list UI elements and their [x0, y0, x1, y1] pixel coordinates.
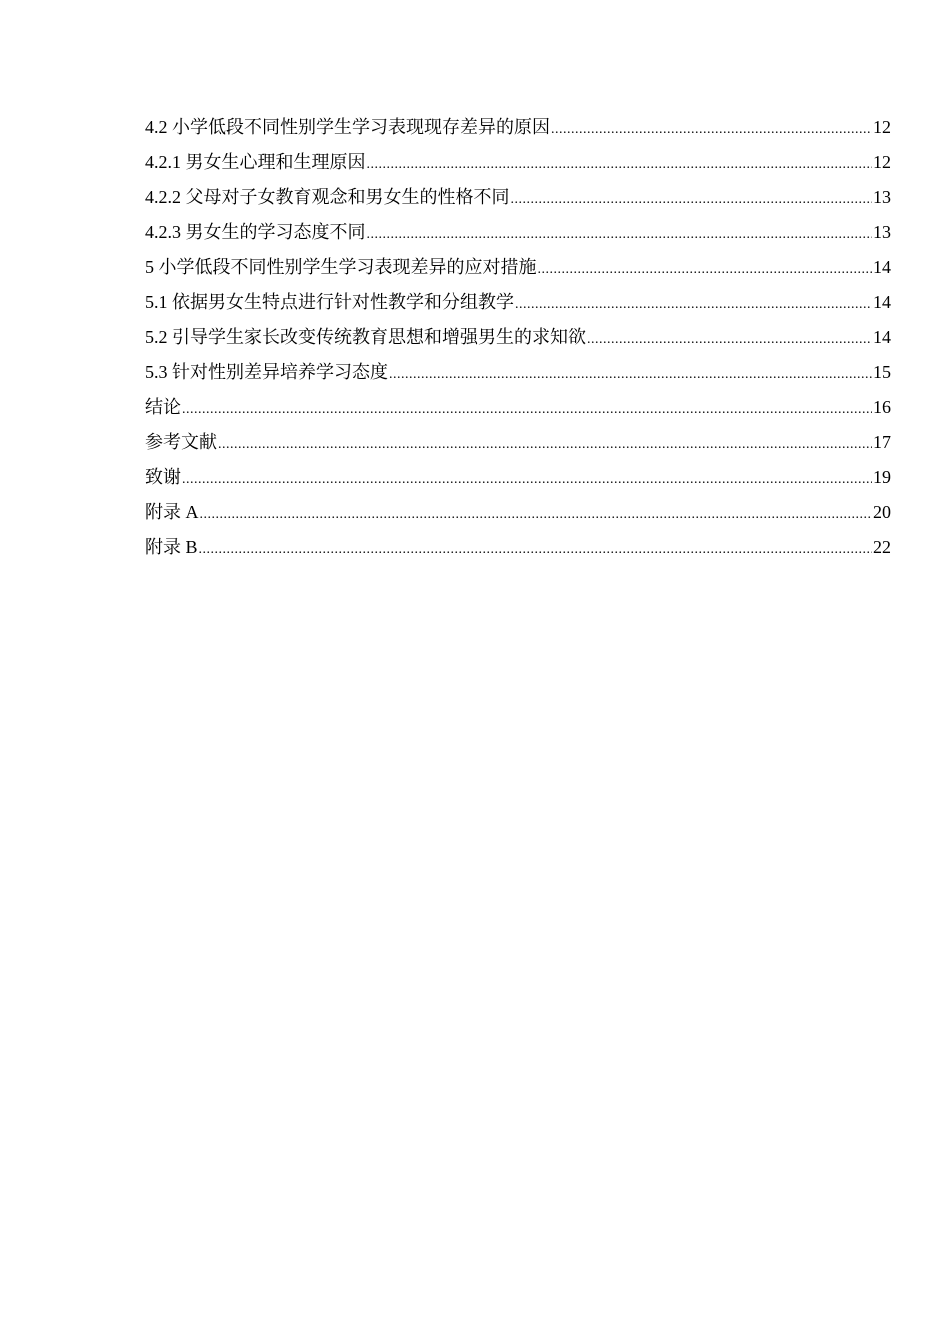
- toc-entry[interactable]: [145, 425, 891, 460]
- toc-entry-page: 14: [873, 327, 891, 347]
- toc-entry-title: 致谢: [145, 467, 181, 487]
- toc-dot-leader: [389, 357, 872, 392]
- toc-entry-page: 14: [873, 292, 891, 312]
- toc-entry-page: 14: [873, 257, 891, 277]
- toc-entry-title: 结论: [145, 397, 181, 417]
- toc-entry[interactable]: [145, 180, 891, 215]
- toc-entry-title: 5.1 依据男女生特点进行针对性教学和分组教学: [145, 292, 514, 312]
- toc-dot-leader: [587, 322, 872, 357]
- toc-dot-leader: [538, 252, 873, 287]
- toc-dot-leader: [218, 427, 872, 462]
- toc-entry[interactable]: [145, 355, 891, 390]
- toc-entry-title: 5.3 针对性别差异培养学习态度: [145, 362, 388, 382]
- toc-dot-leader: [182, 392, 872, 427]
- toc-entry[interactable]: [145, 110, 891, 145]
- toc-dot-leader: [200, 497, 873, 532]
- toc-entry-page: 17: [873, 432, 891, 452]
- toc-dot-leader: [182, 462, 872, 497]
- toc-entry-page: 20: [873, 502, 891, 522]
- toc-entry-page: 13: [873, 222, 891, 242]
- toc-dot-leader: [199, 532, 872, 567]
- toc-entry-page: 12: [873, 117, 891, 137]
- toc-entry-page: 13: [873, 187, 891, 207]
- toc-entry-title: 4.2.3 男女生的学习态度不同: [145, 222, 366, 242]
- toc-entry-title: 附录 B: [145, 537, 198, 557]
- toc-entry-title: 5 小学低段不同性别学生学习表现差异的应对措施: [145, 257, 537, 277]
- toc-dot-leader: [367, 147, 873, 182]
- toc-entry[interactable]: [145, 285, 891, 320]
- toc-entry-title: 4.2.1 男女生心理和生理原因: [145, 152, 366, 172]
- toc-entry[interactable]: [145, 250, 891, 285]
- toc-dot-leader: [551, 112, 872, 147]
- toc-entry[interactable]: [145, 530, 891, 565]
- toc-entry[interactable]: [145, 495, 891, 530]
- toc-dot-leader: [367, 217, 873, 252]
- toc-entry[interactable]: [145, 215, 891, 250]
- toc-entry[interactable]: [145, 460, 891, 495]
- toc-entry-title: 4.2 小学低段不同性别学生学习表现现存差异的原因: [145, 117, 550, 137]
- toc-entry-page: 16: [873, 397, 891, 417]
- table-of-contents: [145, 110, 891, 565]
- toc-entry-page: 22: [873, 537, 891, 557]
- toc-dot-leader: [515, 287, 872, 322]
- toc-entry-title: 5.2 引导学生家长改变传统教育思想和增强男生的求知欲: [145, 327, 586, 347]
- toc-dot-leader: [511, 182, 873, 217]
- toc-entry[interactable]: [145, 145, 891, 180]
- toc-entry-title: 附录 A: [145, 502, 199, 522]
- toc-entry-title: 4.2.2 父母对子女教育观念和男女生的性格不同: [145, 187, 510, 207]
- toc-entry-page: 19: [873, 467, 891, 487]
- toc-entry-page: 15: [873, 362, 891, 382]
- toc-entry-title: 参考文献: [145, 432, 217, 452]
- toc-entry-page: 12: [873, 152, 891, 172]
- toc-entry[interactable]: [145, 320, 891, 355]
- toc-entry[interactable]: [145, 390, 891, 425]
